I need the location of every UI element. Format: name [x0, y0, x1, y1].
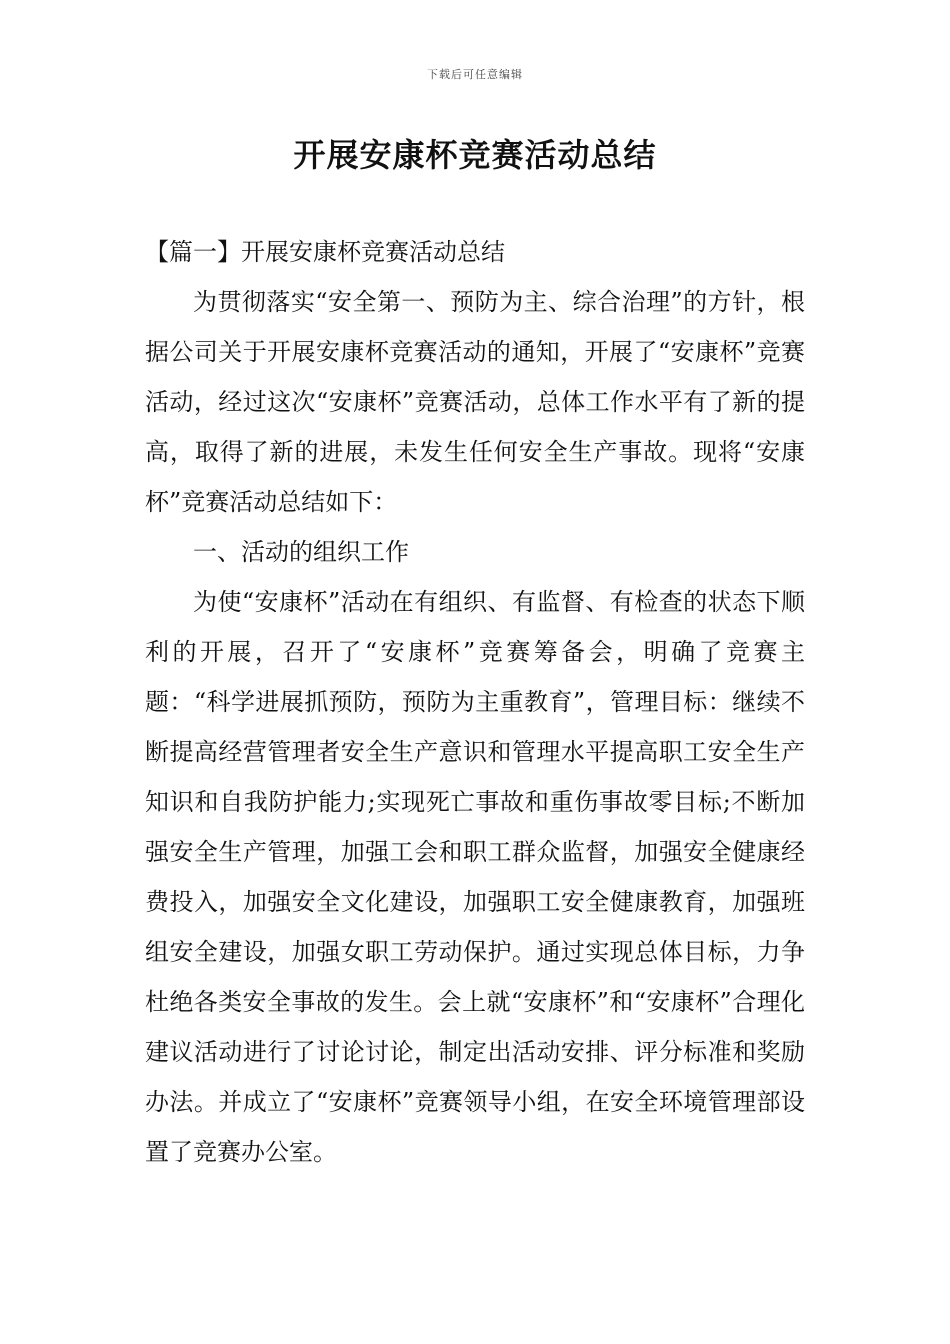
- section-heading: 【篇一】开展安康杯竞赛活动总结: [145, 238, 505, 266]
- paragraph-organization: 为使“安康杯”活动在有组织、有监督、有检查的状态下顺利的开展，召开了“安康杯”竞赛筹备会，明确了竞赛主题：“科学进展抓预防，预防为主重教育”，管理目标：继续不断提高经营管理者安全生产意识和管理水平提高职工安全生产知识和自我防护能力;实现死亡事故和重伤事故零目标;不断加强安全生产管理，加强工会和职工群众监督，加强安全健康经费投入，加强安全文化建设，加强职工安全健康教育，加强班组安全建设，加强女职工劳动保护。通过实现总体目标，力争杜绝各类安全事故的发生。会上就“安康杯”和“安康杯”合理化建议活动进行了讨论讨论，制定出活动安排、评分标准和奖励办法。并成立了“安康杯”竞赛领导小组，在安全环境管理部设置了竞赛办公室。: [145, 588, 805, 1166]
- subheading-organization: 一、活动的组织工作: [193, 538, 409, 566]
- document-body: [145, 227, 805, 1177]
- page-title: 开展安康杯竞赛活动总结: [293, 136, 657, 174]
- header-note: 下载后可任意编辑: [427, 68, 523, 81]
- paragraph-intro: 为贯彻落实“安全第一、预防为主、综合治理”的方针，根据公司关于开展安康杯竞赛活动的通知，开展了“安康杯”竞赛活动，经过这次“安康杯”竞赛活动，总体工作水平有了新的提高，取得了新的进展，未发生任何安全生产事故。现将“安康杯”竞赛活动总结如下：: [145, 288, 805, 516]
